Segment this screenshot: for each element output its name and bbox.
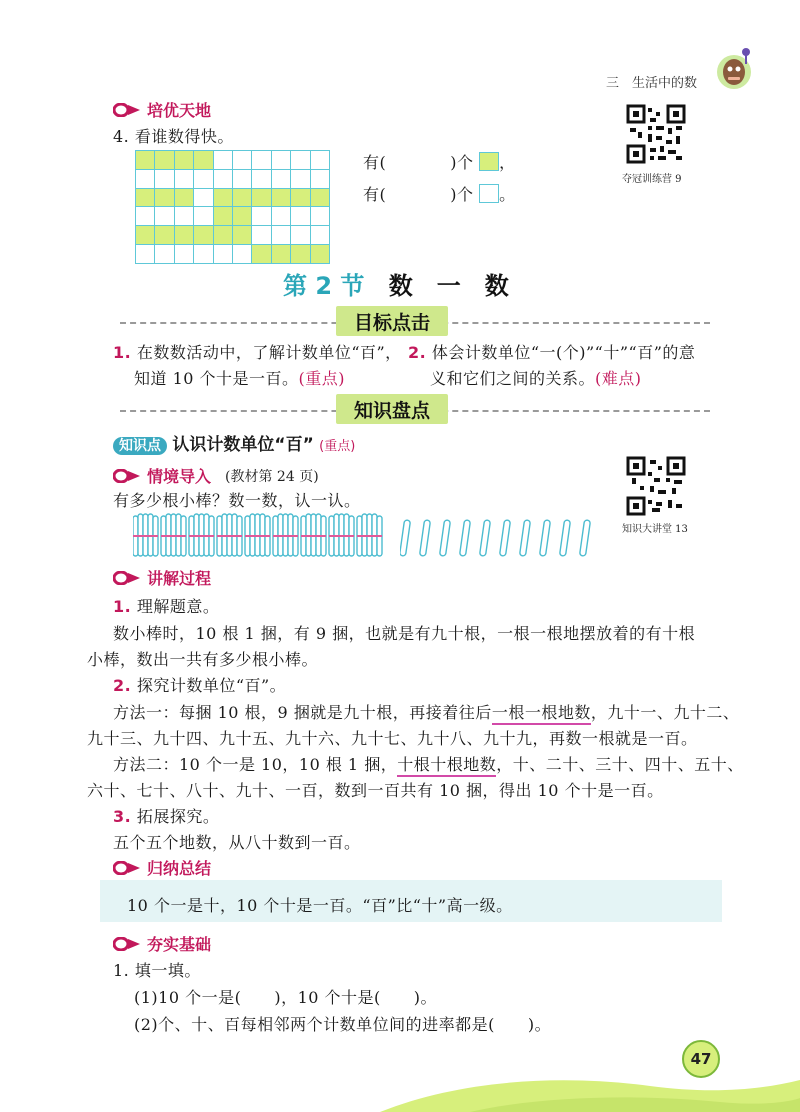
chapter-header: 三 生活中的数: [606, 76, 698, 91]
arrow-icon: [113, 937, 141, 951]
section-tag-peiyou: [113, 98, 211, 121]
step-1: 1. 理解题意。: [113, 597, 220, 616]
goal-1-line2: 知道 10 个十是一百。(重点): [134, 369, 346, 388]
exercise-1-2: (2)个、十、百每相邻两个计数单位间的进率都是( )。: [134, 1015, 552, 1034]
section-tag-basics: 夯实基础: [113, 932, 211, 955]
footer-wave: [0, 1040, 800, 1112]
goal-2: 2. 体会计数单位“一(个)”“十”“百”的意: [408, 343, 696, 362]
answer-line-2: 有( )个 。: [363, 185, 516, 204]
knowledge-point-heading: 知识点 认识计数单位“百” (重点): [113, 430, 355, 455]
exercise-1-1: (1)10 个一是( )，10 个十是( )。: [134, 988, 438, 1007]
qr-code-icon[interactable]: [626, 456, 686, 516]
exercise-1: 1. 填一填。: [113, 961, 201, 980]
knowledge-badge: 知识点: [113, 437, 167, 455]
knowledge-banner: 知识盘点: [336, 394, 448, 424]
empty-square-icon: [479, 184, 499, 203]
qr-caption: 夺冠训练营 9: [622, 174, 682, 185]
arrow-icon: [113, 103, 141, 117]
arrow-icon: [113, 571, 141, 585]
para-1-line1: 数小棒时，10 根 1 捆，有 9 捆，也就是有九十根，一根一根地摆放着的有十根: [113, 624, 696, 643]
step-2: 2. 探究计数单位“百”。: [113, 676, 287, 695]
question-4: 4. 看谁数得快。: [113, 127, 234, 146]
method-1-line1: 方法一：每捆 10 根，9 捆就是九十根，再接着往后一根一根地数，九十一、九十二、: [113, 700, 739, 723]
method-2-line1: 方法二：10 个一是 10，10 根 1 捆，十根十根地数，十、二十、三十、四十、五十、: [113, 752, 744, 775]
goal-1: 1. 在数数活动中，了解计数单位“百”，: [113, 343, 402, 362]
para-1-line2: 小棒，数出一共有多少根小棒。: [87, 650, 319, 669]
section-tag-situation: 情境导入 (教材第 24 页): [113, 464, 319, 487]
step-3-text: 五个五个地数，从八十数到一百。: [113, 833, 361, 852]
situation-question: 有多少根小棒？数一数，认一认。: [113, 491, 361, 510]
arrow-icon: [113, 469, 141, 483]
counting-grid: [135, 150, 330, 264]
section-tag-summary: 归纳总结: [113, 856, 211, 879]
method-2-line2: 六十、七十、八十、九十、一百，数到一百共有 10 捆，得出 10 个十是一百。: [87, 781, 664, 800]
mascot-icon: [712, 44, 756, 92]
section-tag-explain: 讲解过程: [113, 566, 211, 589]
qr-code-icon[interactable]: [626, 104, 686, 164]
qr-caption: 知识大讲堂 13: [622, 524, 688, 535]
method-1-line2: 九十三、九十四、九十五、九十六、九十七、九十八、九十九，再数一根就是一百。: [87, 729, 698, 748]
lesson-title: 第 2 节 数 一 数: [283, 272, 509, 300]
page-number: 47: [682, 1040, 720, 1078]
section-tag-label: 培优天地: [147, 101, 212, 120]
answer-line-1: 有( )个 ，: [363, 153, 516, 172]
goal-2-line2: 义和它们之间的关系。(难点): [430, 369, 642, 388]
step-3: 3. 拓展探究。: [113, 807, 220, 826]
arrow-icon: [113, 861, 141, 875]
filled-square-icon: [479, 152, 499, 171]
goal-banner: 目标点击: [336, 306, 448, 336]
summary-text: 10 个一是十，10 个十是一百。“百”比“十”高一级。: [127, 896, 513, 915]
